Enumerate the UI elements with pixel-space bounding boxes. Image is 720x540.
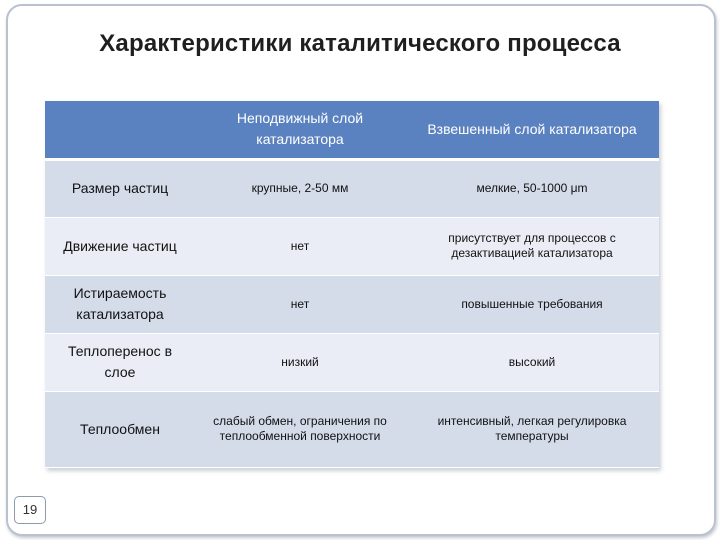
row-label: Теплоперенос в слое xyxy=(45,333,195,391)
table-row xyxy=(45,333,659,391)
fixed-bed-value: низкий xyxy=(195,333,405,391)
fluidized-bed-value: мелкие, 50-1000 μm xyxy=(405,159,659,217)
row-label: Размер частиц xyxy=(45,159,195,217)
row-label: Истираемость катализатора xyxy=(45,275,195,333)
fluidized-bed-value: повышенные требования xyxy=(405,275,659,333)
fluidized-bed-value: интенсивный, легкая регулировка температуры xyxy=(405,391,659,467)
fixed-bed-value: крупные, 2-50 мм xyxy=(195,159,405,217)
fluidized-bed-value: присутствует для процессов с дезактивацией катализатора xyxy=(405,217,659,275)
table-row xyxy=(45,275,659,333)
table-header-row xyxy=(45,101,659,159)
row-label: Теплообмен xyxy=(45,391,195,467)
fixed-bed-value: слабый обмен, ограничения по теплообменной поверхности xyxy=(195,391,405,467)
fixed-bed-value: нет xyxy=(195,275,405,333)
table-row xyxy=(45,217,659,275)
fluidized-bed-value: высокий xyxy=(405,333,659,391)
table-row xyxy=(45,159,659,217)
header-fluidized-bed: Взвешенный слой катализатора xyxy=(405,101,659,159)
characteristics-table xyxy=(45,101,659,468)
header-fixed-bed: Неподвижный слой катализатора xyxy=(195,101,405,159)
row-label: Движение частиц xyxy=(45,217,195,275)
page-number: 19 xyxy=(14,496,46,524)
fixed-bed-value: нет xyxy=(195,217,405,275)
slide-title: Характеристики каталитического процесса xyxy=(99,30,621,57)
header-empty-cell xyxy=(45,101,195,159)
table-row xyxy=(45,391,659,467)
